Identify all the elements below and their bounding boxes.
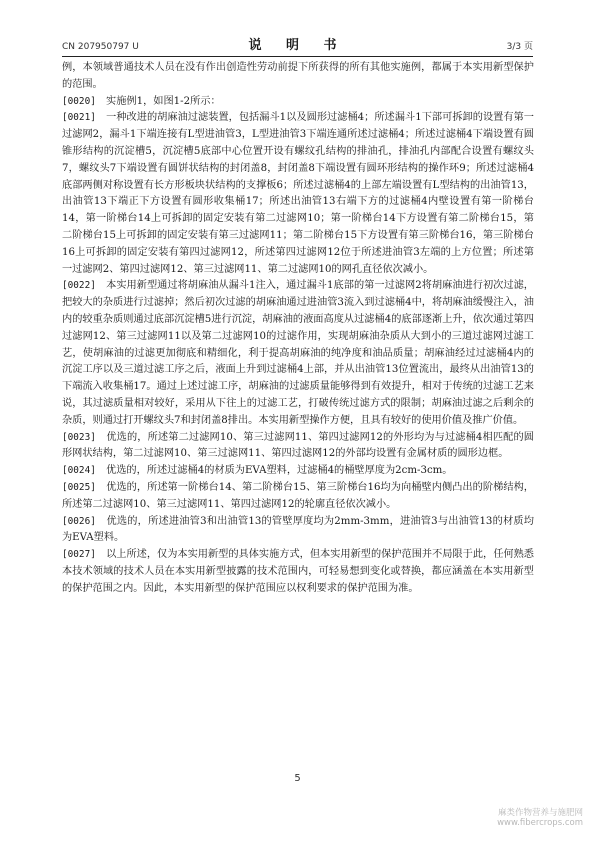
paragraph-0027: [0027] 以上所述，仅为本实用新型的具体实施方式，但本实用新型的保护范围并不局限于此，任何熟悉本技术领域的技术人员在本实用新型披露的技术范围内，可轻易想到变化或替换，都应涵盖在本实用新型的保护范围之内。因此，本实用新型的保护范围应以权利要求的保护范围为准。 (62, 549, 534, 594)
page-number: 5 (294, 773, 301, 784)
paragraph-0020: [0020] 实施例1，如图1-2所示： (62, 95, 221, 107)
paragraph-number: [0021] (62, 112, 96, 124)
paragraph-0022: [0022] 本实用新型通过将胡麻油从漏斗1注入，通过漏斗1底部的第一过滤网2将胡麻油进行初次过滤，把较大的杂质进行过滤掉；然后初次过滤的胡麻油通过进油管3流入到过滤桶4中，将胡麻油缓慢注入，油内的较重杂质则通过底部沉淀槽5进行沉淀，胡麻油的液面高度从过滤桶4的底部逐渐上升，依次通过第四过滤网12、第三过滤网11以及第二过滤网10的过滤作用，实现胡麻油杂质从大到小的三道过滤网过滤工艺，使胡麻油的过滤更加彻底和精细化，利于提高胡麻油的纯净度和油品质量；胡麻油经过过滤桶4内的沉淀工序以及三道过滤工序之后，液面上升到过滤桶4上部，并从出油管13位置流出，最终从出油管13的下端流入收集桶17。通过上述过滤工序，胡麻油的过滤质量能够得到有效提升，相对于传统的过滤工艺来说，其过滤质量相对较好，采用从下往上的过滤工艺，打破传统过滤方式的限制；胡麻油过滤之后剩余的杂质，则通过打开螺纹头7和封闭盖8排出。本实用新型操作方便，且具有较好的使用价值及推广价值。 (62, 280, 534, 426)
document-title: 说 明 书 (248, 38, 347, 53)
paragraph-0023: [0023] 优选的，所述第二过滤网10、第三过滤网11、第四过滤网12的外形均为与过滤桶4相匹配的圆形网状结构，第二过滤网10、第三过滤网11、第四过滤网12的外部均设置有金属材质的圆形边框。 (62, 431, 534, 460)
document-body (62, 60, 534, 598)
paragraph-0024: [0024] 优选的，所述过滤桶4的材质为EVA塑料，过滤桶4的桶壁厚度为2cm-3cm。 (62, 465, 453, 477)
paragraph-number: [0022] (62, 280, 96, 292)
paragraph-0025: [0025] 优选的，所述第一阶梯台14、第二阶梯台15、第三阶梯台16均为向桶壁内侧凸出的阶梯结构，所述第二过滤网10、第三过滤网11、第四过滤网12的轮廓直径依次减小。 (62, 481, 534, 510)
paragraph-number: [0027] (62, 549, 96, 561)
paragraph-number: [0024] (62, 465, 96, 477)
paragraph-number: [0020] (62, 95, 96, 107)
paragraph-number: [0023] (62, 431, 96, 443)
paragraph-0026: [0026] 优选的，所述进油管3和出油管13的管壁厚度均为2mm-3mm，进油管3与出油管13的材质均为EVA塑料。 (62, 515, 534, 544)
page-header (62, 30, 533, 57)
watermark-url: www.fibercrops.com (497, 818, 583, 828)
watermark-title: 麻类作物营养与施肥网 (497, 808, 583, 818)
site-watermark (497, 808, 583, 828)
paragraph-number: [0025] (62, 481, 96, 493)
page-indicator: 3/3 页 (506, 42, 533, 52)
paragraph-continuation: 例，本领域普通技术人员在没有作出创造性劳动前提下所获得的所有其他实施例，都属于本实用新型保护的范围。 (62, 62, 534, 90)
paragraph-0021: [0021] 一种改进的胡麻油过滤装置，包括漏斗1以及圆形过滤桶4；所述漏斗1下部可拆卸的设置有第一过滤网2，漏斗1下端连接有L型进油管3，L型进油管3下端连通所述过滤桶4；所述过滤桶4下端设置有圆锥形结构的沉淀槽5，沉淀槽5底部中心位置开设有螺纹孔结构的排油孔，排油孔内部配合设置有螺纹头7，螺纹头7下端设置有圆饼状结构的封闭盖8，封闭盖8下端设置有圆环形结构的操作环9；所述过滤桶4底部两侧对称设置有长方形板块状结构的支撑板6；所述过滤桶4的上部左端设置有L型结构的出油管13，出油管13下端正下方设置有圆形收集桶17；所述出油管13右端下方的过滤桶4内壁设置有第一阶梯台14，第一阶梯台14上可拆卸的固定安装有第二过滤网10；第一阶梯台14下方设置有第二阶梯台15，第二阶梯台15上可拆卸的固定安装有第三过滤网11；第二阶梯台15下方设置有第三阶梯台16，第三阶梯台16上可拆卸的固定安装有第四过滤网12，所述第四过滤网12位于所述进油管3左端的上方位置；所述第一过滤网2、第四过滤网12、第三过滤网11、第二过滤网10的网孔直径依次减小。 (62, 112, 534, 275)
paragraph-number: [0026] (62, 515, 96, 527)
patent-number: CN 207950797 U (62, 42, 139, 52)
